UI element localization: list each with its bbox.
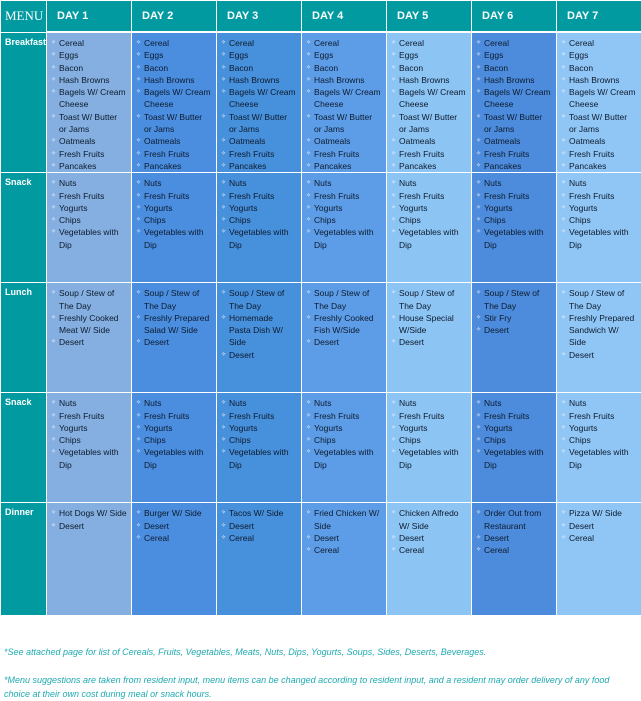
meal-row	[1, 503, 641, 616]
menu-item: ✧ Nuts	[221, 397, 297, 409]
menu-item: ✧ Nuts	[51, 397, 127, 409]
menu-item: ✧ Hash Browns	[391, 74, 467, 86]
menu-item: ✧ Bagels W/ Cream Cheese	[476, 86, 552, 111]
menu-item: ✧ Nuts	[306, 397, 382, 409]
menu-item: ✧ Fresh Fruits	[136, 190, 212, 202]
menu-item: ✧ Cereal	[136, 37, 212, 49]
menu-cell	[47, 393, 132, 503]
menu-item: ✧ Fresh Fruits	[561, 410, 637, 422]
menu-item: ✧ Chips	[136, 214, 212, 226]
menu-item: ✧ Soup / Stew of The Day	[391, 287, 467, 312]
menu-corner-label: MENU	[1, 1, 47, 33]
menu-item: ✧ Chips	[391, 214, 467, 226]
menu-item: ✧ Toast W/ Butter or Jams	[136, 111, 212, 136]
menu-item: ✧ Hot Dogs W/ Side	[51, 507, 127, 519]
menu-item: ✧ Desert	[306, 532, 382, 544]
day-header: DAY 2	[132, 1, 217, 33]
menu-item: ✧ Nuts	[306, 177, 382, 189]
menu-item: ✧ Chicken Alfredo W/ Side	[391, 507, 467, 532]
menu-item: ✧ Cereal	[561, 37, 637, 49]
menu-item: ✧ Yogurts	[221, 422, 297, 434]
menu-item: ✧ Eggs	[476, 49, 552, 61]
menu-item-list	[47, 33, 131, 172]
menu-item-list	[47, 503, 131, 532]
menu-item: ✧ Fresh Fruits	[476, 190, 552, 202]
menu-item: ✧ Bacon	[306, 62, 382, 74]
menu-item: ✧ Soup / Stew of The Day	[306, 287, 382, 312]
menu-cell	[557, 393, 641, 503]
menu-item: ✧ Desert	[306, 336, 382, 348]
menu-item: ✧ Cereal	[221, 532, 297, 544]
day-header: DAY 1	[47, 1, 132, 33]
menu-item: ✧ Bagels W/ Cream Cheese	[136, 86, 212, 111]
menu-item: ✧ Eggs	[561, 49, 637, 61]
menu-item-list	[132, 173, 216, 251]
menu-cell	[217, 173, 302, 283]
menu-item: ✧ Chips	[51, 214, 127, 226]
menu-item: ✧ Yogurts	[476, 202, 552, 214]
menu-item-list	[132, 283, 216, 348]
footnote	[4, 673, 636, 701]
menu-item-list	[557, 33, 641, 172]
menu-item: ✧ Vegetables with Dip	[136, 226, 212, 251]
menu-item: ✧ Vegetables with Dip	[561, 226, 637, 251]
menu-item: ✧ Bacon	[51, 62, 127, 74]
menu-item: ✧ Desert	[391, 532, 467, 544]
menu-item: ✧ Chips	[476, 214, 552, 226]
menu-item: ✧ Hash Browns	[306, 74, 382, 86]
menu-cell	[387, 503, 472, 616]
day-header: DAY 6	[472, 1, 557, 33]
day-header: DAY 3	[217, 1, 302, 33]
menu-cell	[557, 283, 641, 393]
menu-item: ✧ Freshly Prepared Salad W/ Side	[136, 312, 212, 337]
menu-item: ✧ Vegetables with Dip	[306, 446, 382, 471]
menu-item: ✧ Bacon	[221, 62, 297, 74]
menu-item: ✧ Toast W/ Butter or Jams	[561, 111, 637, 136]
menu-item-list	[132, 393, 216, 471]
menu-item-list	[387, 503, 471, 556]
meal-label: Snack	[1, 173, 47, 283]
meal-label: Breakfast	[1, 32, 47, 173]
menu-item: ✧ Stir Fry	[476, 312, 552, 324]
menu-item: ✧ Soup / Stew of The Day	[221, 287, 297, 312]
menu-item: ✧ Toast W/ Butter or Jams	[51, 111, 127, 136]
day-header: DAY 4	[302, 1, 387, 33]
menu-item: ✧ Chips	[306, 214, 382, 226]
menu-item: ✧ Yogurts	[51, 422, 127, 434]
menu-item: ✧ Chips	[391, 434, 467, 446]
menu-item: ✧ Pancakes	[476, 160, 552, 172]
menu-item-list	[47, 173, 131, 251]
menu-item: ✧ Hash Browns	[561, 74, 637, 86]
menu-item: ✧ Desert	[561, 349, 637, 361]
menu-item: ✧ Nuts	[391, 177, 467, 189]
menu-item: ✧ Nuts	[136, 177, 212, 189]
menu-item: ✧ Nuts	[136, 397, 212, 409]
menu-cell	[472, 32, 557, 173]
menu-cell	[472, 503, 557, 616]
menu-item: ✧ Freshly Cooked Meat W/ Side	[51, 312, 127, 337]
menu-item: ✧ Cereal	[391, 544, 467, 556]
menu-item: ✧ Bagels W/ Cream Cheese	[561, 86, 637, 111]
menu-item: ✧ Nuts	[391, 397, 467, 409]
menu-item-list	[472, 283, 556, 336]
menu-item: ✧ Tacos W/ Side	[221, 507, 297, 519]
footnote-text: *Menu suggestions are taken from resident input, menu items can be changed according to resident input, and a resident may order delivery of any food choice at their own cost during meal or snack hours.	[4, 673, 636, 701]
menu-item: ✧ Fresh Fruits	[391, 410, 467, 422]
menu-item: ✧ Pancakes	[306, 160, 382, 172]
menu-item: ✧ Fresh Fruits	[391, 148, 467, 160]
menu-cell	[302, 173, 387, 283]
menu-item-list	[472, 33, 556, 172]
menu-item: ✧ Desert	[136, 520, 212, 532]
menu-item: ✧ Soup / Stew of The Day	[51, 287, 127, 312]
menu-item: ✧ Fresh Fruits	[476, 410, 552, 422]
menu-cell	[387, 32, 472, 173]
menu-item: ✧ House Special W/Side	[391, 312, 467, 337]
menu-item-list	[387, 393, 471, 471]
menu-item: ✧ Vegetables with Dip	[51, 226, 127, 251]
menu-item: ✧ Cereal	[476, 37, 552, 49]
menu-item: ✧ Oatmeals	[391, 135, 467, 147]
menu-item: ✧ Fresh Fruits	[306, 190, 382, 202]
menu-item: ✧ Vegetables with Dip	[306, 226, 382, 251]
menu-item: ✧ Cereal	[306, 544, 382, 556]
menu-item: ✧ Cereal	[136, 532, 212, 544]
menu-item: ✧ Pancakes	[51, 160, 127, 172]
menu-item: ✧ Pancakes	[221, 160, 297, 172]
menu-item: ✧ Oatmeals	[136, 135, 212, 147]
menu-item-list	[557, 173, 641, 251]
meal-row	[1, 283, 641, 393]
menu-item-list	[557, 503, 641, 544]
menu-item: ✧ Nuts	[476, 177, 552, 189]
menu-item: ✧ Pancakes	[561, 160, 637, 172]
menu-item: ✧ Vegetables with Dip	[476, 226, 552, 251]
menu-item: ✧ Eggs	[51, 49, 127, 61]
menu-item: ✧ Eggs	[221, 49, 297, 61]
menu-item: ✧ Bagels W/ Cream Cheese	[51, 86, 127, 111]
menu-cell	[217, 393, 302, 503]
footnote-text: *See attached page for list of Cereals, Fruits, Vegetables, Meats, Nuts, Dips, Yogurts, Soups, Sides, Deserts, Beverages.	[4, 645, 636, 659]
meal-row	[1, 393, 641, 503]
menu-cell	[472, 283, 557, 393]
menu-cell	[302, 32, 387, 173]
menu-item: ✧ Desert	[391, 336, 467, 348]
menu-item: ✧ Chips	[51, 434, 127, 446]
menu-item: ✧ Desert	[51, 336, 127, 348]
menu-item: ✧ Cereal	[221, 37, 297, 49]
menu-item: ✧ Cereal	[476, 544, 552, 556]
menu-item-list	[217, 503, 301, 544]
menu-item: ✧ Yogurts	[391, 422, 467, 434]
menu-item: ✧ Fresh Fruits	[221, 410, 297, 422]
menu-cell	[302, 393, 387, 503]
menu-item: ✧ Chips	[476, 434, 552, 446]
menu-cell	[557, 503, 641, 616]
menu-item: ✧ Fresh Fruits	[221, 190, 297, 202]
menu-item: ✧ Chips	[561, 434, 637, 446]
menu-item: ✧ Cereal	[561, 532, 637, 544]
menu-cell	[217, 503, 302, 616]
day-header: DAY 5	[387, 1, 472, 33]
menu-cell	[132, 393, 217, 503]
menu-item-list	[132, 33, 216, 172]
menu-cell	[47, 503, 132, 616]
menu-item: ✧ Freshly Cooked Fish W/Side	[306, 312, 382, 337]
menu-item: ✧ Nuts	[561, 177, 637, 189]
menu-item: ✧ Nuts	[561, 397, 637, 409]
menu-cell	[132, 503, 217, 616]
menu-cell	[217, 283, 302, 393]
menu-item: ✧ Yogurts	[51, 202, 127, 214]
menu-item: ✧ Oatmeals	[306, 135, 382, 147]
menu-item: ✧ Desert	[476, 324, 552, 336]
menu-item: ✧ Vegetables with Dip	[561, 446, 637, 471]
menu-item: ✧ Oatmeals	[561, 135, 637, 147]
menu-item-list	[47, 283, 131, 348]
meal-label: Dinner	[1, 503, 47, 616]
menu-item: ✧ Fresh Fruits	[136, 410, 212, 422]
menu-item-list	[472, 393, 556, 471]
menu-item: ✧ Pancakes	[391, 160, 467, 172]
menu-item: ✧ Burger W/ Side	[136, 507, 212, 519]
menu-item: ✧ Cereal	[51, 37, 127, 49]
menu-item: ✧ Homemade Pasta Dish W/ Side	[221, 312, 297, 349]
menu-item: ✧ Desert	[476, 532, 552, 544]
menu-item: ✧ Fresh Fruits	[476, 148, 552, 160]
menu-item-list	[302, 503, 386, 556]
day-header: DAY 7	[557, 1, 641, 33]
menu-item: ✧ Hash Browns	[51, 74, 127, 86]
menu-cell	[217, 32, 302, 173]
menu-item-list	[217, 173, 301, 251]
menu-item: ✧ Vegetables with Dip	[391, 226, 467, 251]
menu-item-list	[387, 33, 471, 172]
menu-item: ✧ Chips	[221, 434, 297, 446]
menu-cell	[387, 173, 472, 283]
menu-item: ✧ Hash Browns	[136, 74, 212, 86]
menu-item-list	[302, 33, 386, 172]
menu-item: ✧ Yogurts	[136, 422, 212, 434]
menu-item: ✧ Eggs	[306, 49, 382, 61]
menu-item: ✧ Vegetables with Dip	[51, 446, 127, 471]
menu-item: ✧ Nuts	[476, 397, 552, 409]
menu-item: ✧ Nuts	[51, 177, 127, 189]
menu-item: ✧ Toast W/ Butter or Jams	[221, 111, 297, 136]
menu-cell	[132, 32, 217, 173]
menu-item-list	[302, 393, 386, 471]
menu-cell	[132, 173, 217, 283]
menu-item: ✧ Vegetables with Dip	[221, 226, 297, 251]
menu-item: ✧ Yogurts	[306, 202, 382, 214]
meal-row	[1, 173, 641, 283]
menu-item-list	[387, 283, 471, 348]
menu-item: ✧ Fresh Fruits	[136, 148, 212, 160]
menu-cell	[47, 32, 132, 173]
menu-item: ✧ Soup / Stew of The Day	[561, 287, 637, 312]
menu-item: ✧ Chips	[561, 214, 637, 226]
menu-item-list	[557, 393, 641, 471]
menu-item: ✧ Toast W/ Butter or Jams	[306, 111, 382, 136]
menu-item: ✧ Desert	[136, 336, 212, 348]
menu-item-list	[302, 283, 386, 348]
menu-item: ✧ Fresh Fruits	[51, 148, 127, 160]
meal-label: Lunch	[1, 283, 47, 393]
menu-item: ✧ Bagels W/ Cream Cheese	[391, 86, 467, 111]
menu-item: ✧ Yogurts	[391, 202, 467, 214]
menu-item: ✧ Cereal	[391, 37, 467, 49]
menu-item: ✧ Desert	[221, 349, 297, 361]
menu-item: ✧ Desert	[51, 520, 127, 532]
menu-item: ✧ Chips	[306, 434, 382, 446]
menu-item-list	[217, 33, 301, 172]
menu-item: ✧ Yogurts	[561, 422, 637, 434]
menu-item-list	[387, 173, 471, 251]
menu-cell	[472, 393, 557, 503]
menu-item: ✧ Fresh Fruits	[561, 190, 637, 202]
menu-cell	[47, 173, 132, 283]
menu-item: ✧ Vegetables with Dip	[136, 446, 212, 471]
menu-item: ✧ Oatmeals	[476, 135, 552, 147]
menu-cell	[387, 393, 472, 503]
menu-item: ✧ Pancakes	[136, 160, 212, 172]
menu-item: ✧ Oatmeals	[51, 135, 127, 147]
menu-body	[1, 32, 641, 616]
menu-item: ✧ Yogurts	[136, 202, 212, 214]
menu-item: ✧ Hash Browns	[221, 74, 297, 86]
menu-item-list	[217, 283, 301, 361]
menu-item: ✧ Toast W/ Butter or Jams	[476, 111, 552, 136]
menu-item: ✧ Hash Browns	[476, 74, 552, 86]
menu-item: ✧ Pizza W/ Side	[561, 507, 637, 519]
menu-item-list	[472, 173, 556, 251]
menu-item-list	[557, 283, 641, 361]
menu-cell	[132, 283, 217, 393]
menu-item: ✧ Bagels W/ Cream Cheese	[221, 86, 297, 111]
menu-item: ✧ Freshly Prepared Sandwich W/ Side	[561, 312, 637, 349]
menu-item: ✧ Fried Chicken W/ Side	[306, 507, 382, 532]
menu-item: ✧ Fresh Fruits	[51, 190, 127, 202]
menu-item: ✧ Yogurts	[561, 202, 637, 214]
menu-item: ✧ Bacon	[561, 62, 637, 74]
menu-item: ✧ Yogurts	[476, 422, 552, 434]
meal-row	[1, 32, 641, 173]
menu-item: ✧ Vegetables with Dip	[391, 446, 467, 471]
menu-item: ✧ Soup / Stew of The Day	[136, 287, 212, 312]
menu-item: ✧ Toast W/ Butter or Jams	[391, 111, 467, 136]
menu-item-list	[302, 173, 386, 251]
menu-item: ✧ Bacon	[476, 62, 552, 74]
menu-item: ✧ Fresh Fruits	[51, 410, 127, 422]
menu-item-list	[217, 393, 301, 471]
menu-item: ✧ Fresh Fruits	[221, 148, 297, 160]
menu-item: ✧ Eggs	[391, 49, 467, 61]
menu-item: ✧ Bacon	[136, 62, 212, 74]
menu-item: ✧ Yogurts	[221, 202, 297, 214]
menu-item: ✧ Chips	[221, 214, 297, 226]
menu-item: ✧ Bacon	[391, 62, 467, 74]
menu-item: ✧ Yogurts	[306, 422, 382, 434]
menu-cell	[472, 173, 557, 283]
footnote	[4, 645, 636, 659]
menu-item: ✧ Cereal	[306, 37, 382, 49]
menu-item: ✧ Fresh Fruits	[561, 148, 637, 160]
menu-item: ✧ Oatmeals	[221, 135, 297, 147]
menu-item: ✧ Nuts	[221, 177, 297, 189]
menu-item: ✧ Bagels W/ Cream Cheese	[306, 86, 382, 111]
menu-item-list	[47, 393, 131, 471]
menu-item: ✧ Desert	[561, 520, 637, 532]
menu-cell	[302, 283, 387, 393]
menu-item-list	[472, 503, 556, 556]
menu-cell	[557, 173, 641, 283]
menu-item-list	[132, 503, 216, 544]
menu-cell	[47, 283, 132, 393]
menu-cell	[387, 283, 472, 393]
menu-item: ✧ Vegetables with Dip	[476, 446, 552, 471]
menu-item: ✧ Vegetables with Dip	[221, 446, 297, 471]
header-row	[1, 1, 641, 33]
meal-label: Snack	[1, 393, 47, 503]
menu-item: ✧ Fresh Fruits	[306, 148, 382, 160]
menu-item: ✧ Desert	[221, 520, 297, 532]
menu-item: ✧ Fresh Fruits	[306, 410, 382, 422]
menu-cell	[302, 503, 387, 616]
menu-item: ✧ Eggs	[136, 49, 212, 61]
menu-item: ✧ Chips	[136, 434, 212, 446]
menu-item: ✧ Order Out from Restaurant	[476, 507, 552, 532]
menu-cell	[557, 32, 641, 173]
menu-item: ✧ Fresh Fruits	[391, 190, 467, 202]
menu-item: ✧ Soup / Stew of The Day	[476, 287, 552, 312]
